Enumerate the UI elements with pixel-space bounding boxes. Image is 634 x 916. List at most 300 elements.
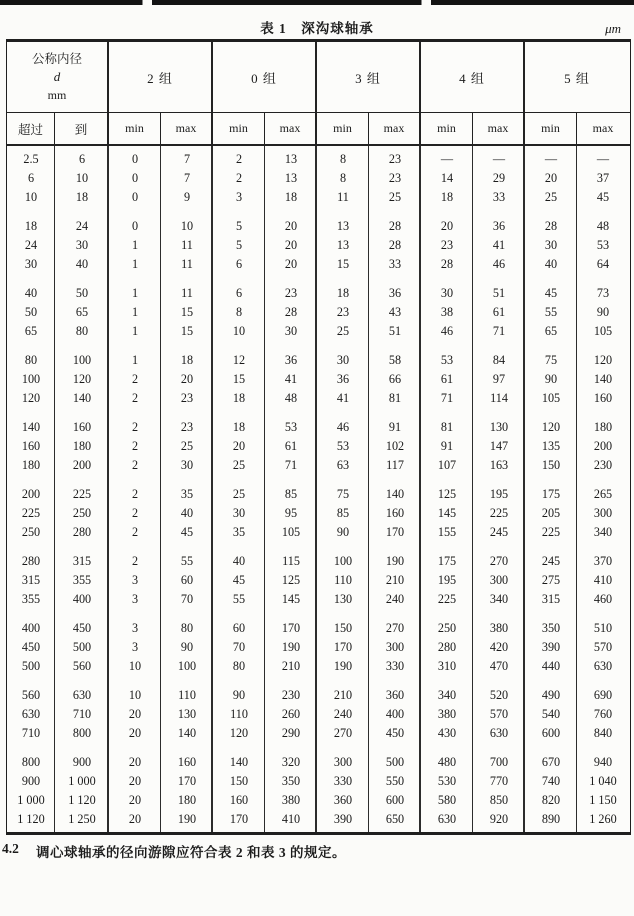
data-cell: 147 [489,439,509,453]
data-cell: 460 [593,592,613,606]
diameter-header-cell [7,42,109,112]
table-row [7,504,630,523]
data-cell: 71 [440,391,454,405]
table-row [7,571,630,590]
data-cell: 470 [489,659,509,673]
table-body [7,146,630,832]
data-cell: 450 [385,726,405,740]
data-cell: 800 [21,755,41,769]
data-cell: 2 [131,525,139,539]
data-cell: 155 [437,525,457,539]
row-group-gap [7,475,630,485]
data-cell: 35 [232,525,246,539]
data-cell: 140 [229,755,249,769]
table-row [7,705,630,724]
data-cell: 30 [232,506,246,520]
data-cell: 10 [232,324,246,338]
data-cell: 41 [284,372,298,386]
data-cell: 40 [75,257,89,271]
data-cell: 1 120 [17,812,45,826]
data-cell: 230 [593,458,613,472]
data-cell: 190 [333,659,353,673]
data-cell: 41 [336,391,350,405]
data-cell: 105 [541,391,561,405]
data-cell: 160 [177,755,197,769]
table-row [7,437,630,456]
data-cell: 14 [440,171,454,185]
data-cell: 300 [333,755,353,769]
data-cell: 6 [235,257,243,271]
data-cell: 170 [177,774,197,788]
table-row [7,351,630,370]
data-cell: 36 [388,286,402,300]
data-cell: 450 [72,621,92,635]
table-row [7,169,630,188]
data-cell: 135 [541,439,561,453]
data-cell: 50 [24,305,38,319]
data-cell: 180 [72,439,92,453]
data-cell: 110 [178,688,196,702]
data-cell: 24 [75,219,89,233]
data-cell: 13 [284,152,298,166]
data-cell: 840 [593,726,613,740]
data-cell: 160 [385,506,405,520]
data-cell: 84 [492,353,506,367]
data-cell: 70 [180,592,194,606]
data-cell: 30 [440,286,454,300]
row-group-gap [7,274,630,284]
data-cell: 20 [180,372,194,386]
data-cell: 100 [333,554,353,568]
data-cell: 5 [235,219,243,233]
data-cell: 315 [72,554,92,568]
data-cell: 10 [180,219,194,233]
data-cell: 210 [385,573,405,587]
data-cell: 210 [333,688,353,702]
data-cell: 890 [541,812,561,826]
data-cell: 150 [229,774,249,788]
data-cell: 30 [544,238,558,252]
table-row [7,418,630,437]
group-header-cell: 0 组 [213,42,317,112]
col-header-min: min [213,113,265,144]
data-cell: 510 [593,621,613,635]
data-cell: 23 [336,305,350,319]
data-cell: 265 [593,487,613,501]
data-cell: 550 [385,774,405,788]
data-cell: 600 [541,726,561,740]
data-cell: 2 [131,506,139,520]
data-cell: 770 [489,774,509,788]
table-vline [472,146,473,832]
data-cell: 1 [131,305,139,319]
data-cell: 80 [180,621,194,635]
data-cell: 180 [593,420,613,434]
data-cell: 107 [437,458,457,472]
data-cell: 18 [232,391,246,405]
data-cell: 330 [385,659,405,673]
data-cell: 490 [541,688,561,702]
data-cell: 23 [388,152,402,166]
col-header-min: min [421,113,473,144]
data-cell: 180 [177,793,197,807]
data-cell: 30 [180,458,194,472]
data-cell: 5 [235,238,243,252]
data-cell: 90 [596,305,610,319]
table-row [7,810,630,829]
data-cell: 65 [75,305,89,319]
data-cell: 480 [437,755,457,769]
data-cell: 250 [72,506,92,520]
data-cell: — [544,152,558,166]
data-cell: 175 [437,554,457,568]
data-cell: 18 [232,420,246,434]
data-cell: 25 [232,487,246,501]
data-cell: 18 [440,190,454,204]
data-cell: 190 [281,640,301,654]
col-header-max: max [592,121,614,135]
data-cell: 75 [544,353,558,367]
table-vline [54,146,55,832]
data-cell: 270 [489,554,509,568]
data-cell: 245 [489,525,509,539]
table-vline [315,146,317,832]
data-cell: 110 [230,707,248,721]
data-cell: 110 [334,573,352,587]
data-cell: 105 [593,324,613,338]
data-cell: 500 [72,640,92,654]
data-cell: 41 [492,238,506,252]
data-cell: 18 [180,353,194,367]
data-cell: 0 [131,190,139,204]
data-cell: 0 [131,219,139,233]
data-cell: 315 [541,592,561,606]
data-cell: 400 [21,621,41,635]
data-cell: 140 [177,726,197,740]
data-cell: 0 [131,152,139,166]
data-cell: 1 000 [68,774,96,788]
data-cell: 160 [72,420,92,434]
data-cell: 270 [333,726,353,740]
table-row [7,322,630,341]
data-cell: 2 [131,487,139,501]
footnote-number: 4.2 [2,841,19,856]
data-cell: 1 [131,286,139,300]
data-cell: 2 [131,372,139,386]
data-cell: 120 [72,372,92,386]
data-cell: 120 [593,353,613,367]
table-vline [576,146,577,832]
data-cell: 20 [128,793,142,807]
data-cell: 2 [131,391,139,405]
table-row [7,724,630,743]
data-cell: 420 [489,640,509,654]
data-cell: 91 [388,420,402,434]
data-cell: 75 [336,487,350,501]
data-cell: 18 [284,190,298,204]
data-cell: 30 [75,238,89,252]
data-cell: 900 [72,755,92,769]
data-cell: 46 [440,324,454,338]
data-cell: 760 [593,707,613,721]
data-cell: 630 [21,707,41,721]
data-cell: 45 [180,525,194,539]
data-cell: 28 [284,305,298,319]
data-cell: 7 [183,171,191,185]
data-cell: — [440,152,454,166]
data-cell: 160 [229,793,249,807]
data-cell: 53 [284,420,298,434]
data-cell: 20 [232,439,246,453]
data-cell: 360 [333,793,353,807]
data-cell: 6 [27,171,35,185]
data-cell: 20 [284,238,298,252]
col-header-over: 超过 [7,113,55,144]
data-cell: 64 [596,257,610,271]
data-cell: 630 [72,688,92,702]
data-cell: 15 [180,305,194,319]
data-cell: 25 [336,324,350,338]
col-header-max: max [161,113,213,144]
data-cell: 23 [180,391,194,405]
data-cell: 23 [388,171,402,185]
data-cell: 390 [333,812,353,826]
table-row [7,255,630,274]
data-cell: 30 [284,324,298,338]
data-cell: 230 [281,688,301,702]
data-cell: 45 [232,573,246,587]
data-cell: 315 [21,573,41,587]
data-cell: 3 [131,640,139,654]
data-cell: 1 000 [17,793,45,807]
data-cell: 520 [489,688,509,702]
data-cell: 250 [437,621,457,635]
table-row [7,523,630,542]
data-cell: 130 [489,420,509,434]
col-header-max: max [265,113,317,144]
data-cell: 102 [385,439,405,453]
data-cell: 670 [541,755,561,769]
data-cell: 10 [128,688,142,702]
data-cell: 48 [596,219,610,233]
data-cell: 20 [128,774,142,788]
table-vline [160,146,161,832]
data-cell: 120 [229,726,249,740]
data-cell: 60 [180,573,194,587]
data-cell: 12 [232,353,246,367]
data-cell: 410 [281,812,301,826]
data-cell: 120 [21,391,41,405]
table-row [7,236,630,255]
data-cell: 8 [339,152,347,166]
data-cell: 24 [24,238,38,252]
data-cell: 20 [128,707,142,721]
table-row [7,657,630,676]
data-cell: 410 [593,573,613,587]
data-cell: 2 [131,439,139,453]
data-cell: 20 [128,812,142,826]
data-cell: 130 [177,707,197,721]
data-cell: 530 [437,774,457,788]
data-cell: 2 [131,458,139,472]
table-vline [211,146,213,832]
data-cell: 33 [388,257,402,271]
data-cell: 13 [336,238,350,252]
data-cell: 260 [281,707,301,721]
data-cell: 360 [385,688,405,702]
data-cell: 190 [385,554,405,568]
data-cell: 25 [180,439,194,453]
data-cell: 150 [333,621,353,635]
data-cell: 18 [75,190,89,204]
data-cell: 380 [489,621,509,635]
data-cell: 200 [72,458,92,472]
table-row [7,485,630,504]
data-cell: 370 [593,554,613,568]
data-cell: 7 [183,152,191,166]
data-cell: 11 [181,257,193,271]
data-cell: 630 [593,659,613,673]
data-cell: 540 [541,707,561,721]
table-row [7,619,630,638]
diameter-unit: mm [47,87,67,102]
data-cell: 170 [333,640,353,654]
data-cell: 9 [183,190,191,204]
data-cell: 2.5 [23,152,39,166]
data-cell: 13 [336,219,350,233]
col-header-max: max [369,113,421,144]
data-cell: 48 [284,391,298,405]
data-cell: 130 [333,592,353,606]
data-cell: 65 [544,324,558,338]
group-header-cell: 4 组 [421,42,525,112]
data-cell: 15 [336,257,350,271]
table-row [7,456,630,475]
data-cell: 225 [541,525,561,539]
data-cell: 30 [24,257,38,271]
data-cell: 340 [489,592,509,606]
data-cell: 40 [24,286,38,300]
data-cell: 66 [388,372,402,386]
data-cell: 8 [235,305,243,319]
data-cell: 70 [232,640,246,654]
data-cell: 1 040 [589,774,617,788]
data-cell: 10 [24,190,38,204]
data-cell: 240 [385,592,405,606]
data-cell: 50 [75,286,89,300]
data-cell: 117 [386,458,404,472]
data-cell: 340 [593,525,613,539]
data-cell: 710 [21,726,41,740]
unit-label: μm [605,21,621,36]
row-group-gap [7,341,630,351]
data-cell: 20 [544,171,558,185]
data-cell: 400 [385,707,405,721]
table-vline [264,146,265,832]
data-cell: 125 [281,573,301,587]
data-cell: 800 [72,726,92,740]
data-cell: 500 [385,755,405,769]
data-cell: 25 [388,190,402,204]
table-row [7,188,630,207]
group-header-cell: 2 组 [109,42,213,112]
data-cell: 45 [596,190,610,204]
data-cell: 80 [75,324,89,338]
data-cell: 100 [177,659,197,673]
data-cell: 940 [593,755,613,769]
data-cell: 560 [21,688,41,702]
data-cell: 1 260 [589,812,617,826]
data-cell: 15 [180,324,194,338]
clearance-table [6,39,631,835]
data-cell: — [596,152,610,166]
data-cell: 40 [232,554,246,568]
data-cell: 81 [388,391,402,405]
table-row [7,217,630,236]
data-cell: 58 [388,353,402,367]
data-cell: 163 [489,458,509,472]
data-cell: 51 [388,324,402,338]
data-cell: 310 [437,659,457,673]
col-header-min: min [109,113,161,144]
data-cell: 355 [21,592,41,606]
table-row [7,686,630,705]
data-cell: 630 [489,726,509,740]
data-cell: 46 [492,257,506,271]
data-cell: 650 [385,812,405,826]
data-cell: 170 [385,525,405,539]
data-cell: 80 [232,659,246,673]
data-cell: 28 [544,219,558,233]
data-cell: 210 [281,659,301,673]
data-cell: 23 [440,238,454,252]
data-cell: 53 [596,238,610,252]
data-cell: 400 [72,592,92,606]
data-cell: 28 [388,219,402,233]
data-cell: 60 [232,621,246,635]
data-cell: 3 [131,592,139,606]
data-cell: 280 [21,554,41,568]
data-cell: 225 [489,506,509,520]
data-cell: 500 [21,659,41,673]
data-cell: 30 [336,353,350,367]
data-cell: 350 [281,774,301,788]
table-row [7,772,630,791]
data-cell: 145 [281,592,301,606]
data-cell: 97 [492,372,506,386]
data-cell: 46 [336,420,350,434]
data-cell: 1 [131,324,139,338]
data-cell: 280 [72,525,92,539]
data-cell: 190 [177,812,197,826]
data-cell: 2 [131,420,139,434]
data-cell: 240 [333,707,353,721]
data-cell: 29 [492,171,506,185]
data-cell: 2 [235,152,243,166]
table-row [7,389,630,408]
diameter-symbol: d [53,68,61,84]
data-cell: 23 [284,286,298,300]
data-cell: 43 [388,305,402,319]
data-cell: 140 [593,372,613,386]
data-cell: 175 [541,487,561,501]
data-cell: 105 [281,525,301,539]
data-cell: 15 [232,372,246,386]
data-cell: 140 [385,487,405,501]
table-vline [419,146,421,832]
data-cell: 51 [492,286,506,300]
data-cell: 11 [337,190,349,204]
